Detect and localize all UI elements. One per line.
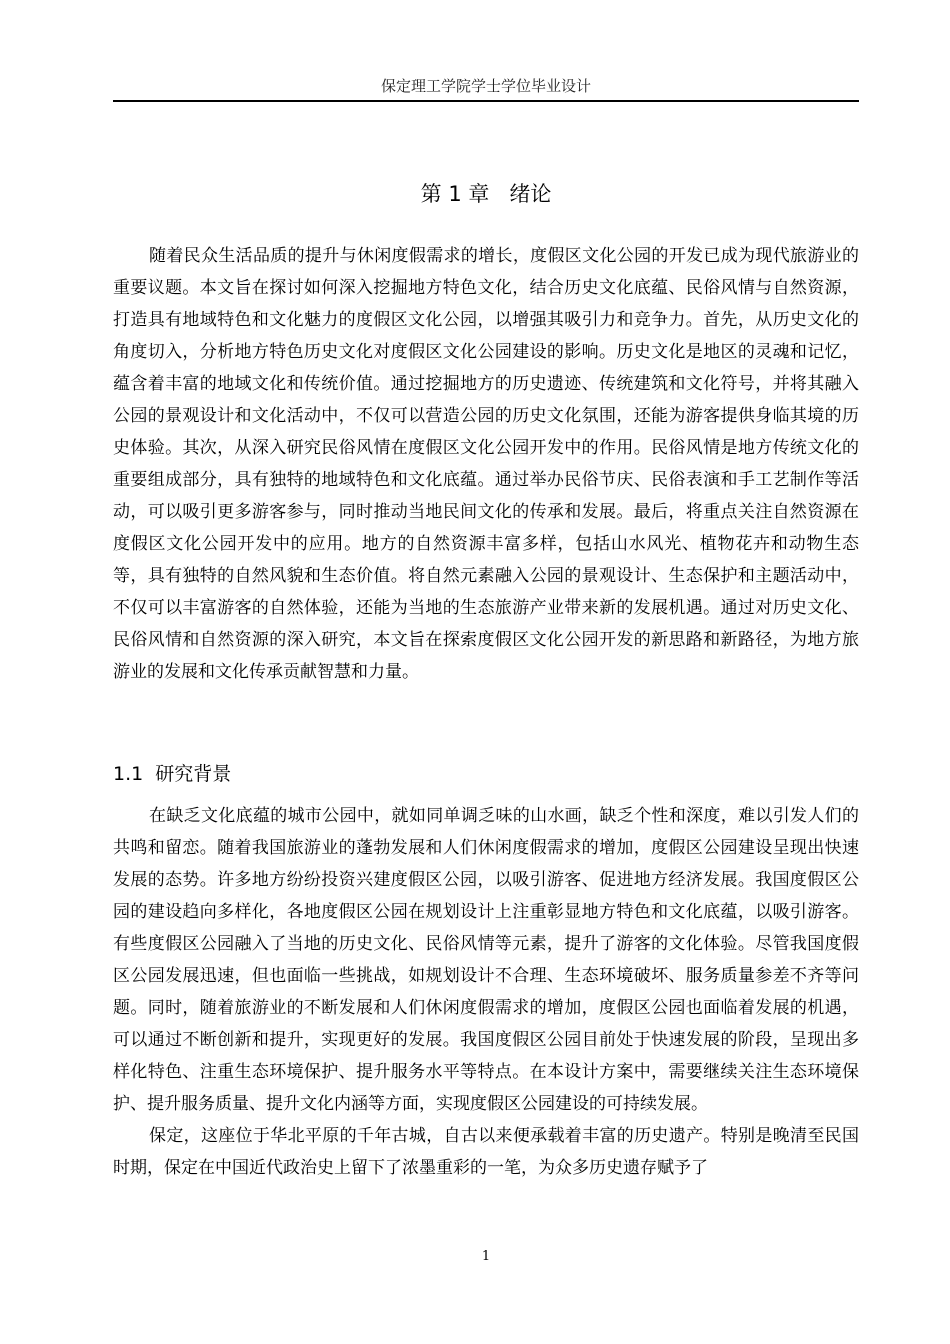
section-heading xyxy=(113,758,231,790)
body-paragraph: 在缺乏文化底蕴的城市公园中，就如同单调乏味的山水画，缺乏个性和深度，难以引发人们的共鸣和留恋。随着我国旅游业的蓬勃发展和人们休闲度假需求的增加，度假区公园建设呈现出快速发展的态势。许多地方纷纷投资兴建度假区公园，以吸引游客、促进地方经济发展。我国度假区公园的建设趋向多样化，各地度假区公园在规划设计上注重彰显地方特色和文化底蕴，以吸引游客。有些度假区公园融入了当地的历史文化、民俗风情等元素，提升了游客的文化体验。尽管我国度假区公园发展迅速，但也面临一些挑战，如规划设计不合理、生态环境破坏、服务质量参差不齐等问题。同时，随着旅游业的不断发展和人们休闲度假需求的增加，度假区公园也面临着发展的机遇，可以通过不断创新和提升，实现更好的发展。我国度假区公园目前处于快速发展的阶段，呈现出多样化特色、注重生态环境保护、提升服务水平等特点。在本设计方案中，需要继续关注生态环境保护、提升服务质量、提升文化内涵等方面，实现度假区公园建设的可持续发展。 xyxy=(113,806,859,1114)
chapter-title xyxy=(113,178,859,210)
chapter-name: 绪论 xyxy=(509,182,552,206)
section-number: 1.1 xyxy=(113,763,144,785)
chapter-number: 第 1 章 xyxy=(420,182,490,206)
section-title: 研究背景 xyxy=(155,763,232,785)
page-header: 保定理工学院学士学位毕业设计 xyxy=(380,77,591,95)
header-rule xyxy=(113,100,859,102)
page-number: 1 xyxy=(481,1249,491,1264)
body-paragraph: 保定，这座位于华北平原的千年古城，自古以来便承载着丰富的历史遗产。特别是晚清至民国时期，保定在中国近代政治史上留下了浓墨重彩的一笔，为众多历史遗存赋予了 xyxy=(113,1126,859,1178)
intro-paragraph: 随着民众生活品质的提升与休闲度假需求的增长，度假区文化公园的开发已成为现代旅游业的重要议题。本文旨在探讨如何深入挖掘地方特色文化，结合历史文化底蕴、民俗风情与自然资源，打造具有地域特色和文化魅力的度假区文化公园，以增强其吸引力和竞争力。首先，从历史文化的角度切入，分析地方特色历史文化对度假区文化公园建设的影响。历史文化是地区的灵魂和记忆，蕴含着丰富的地域文化和传统价值。通过挖掘地方的历史遗迹、传统建筑和文化符号，并将其融入公园的景观设计和文化活动中，不仅可以营造公园的历史文化氛围，还能为游客提供身临其境的历史体验。其次，从深入研究民俗风情在度假区文化公园开发中的作用。民俗风情是地方传统文化的重要组成部分，具有独特的地域特色和文化底蕴。通过举办民俗节庆、民俗表演和手工艺制作等活动，可以吸引更多游客参与，同时推动当地民间文化的传承和发展。最后，将重点关注自然资源在度假区文化公园开发中的应用。地方的自然资源丰富多样，包括山水风光、植物花卉和动物生态等，具有独特的自然风貌和生态价值。将自然元素融入公园的景观设计、生态保护和主题活动中，不仅可以丰富游客的自然体验，还能为当地的生态旅游产业带来新的发展机遇。通过对历史文化、民俗风情和自然资源的深入研究，本文旨在探索度假区文化公园开发的新思路和新路径，为地方旅游业的发展和文化传承贡献智慧和力量。 xyxy=(113,246,859,682)
